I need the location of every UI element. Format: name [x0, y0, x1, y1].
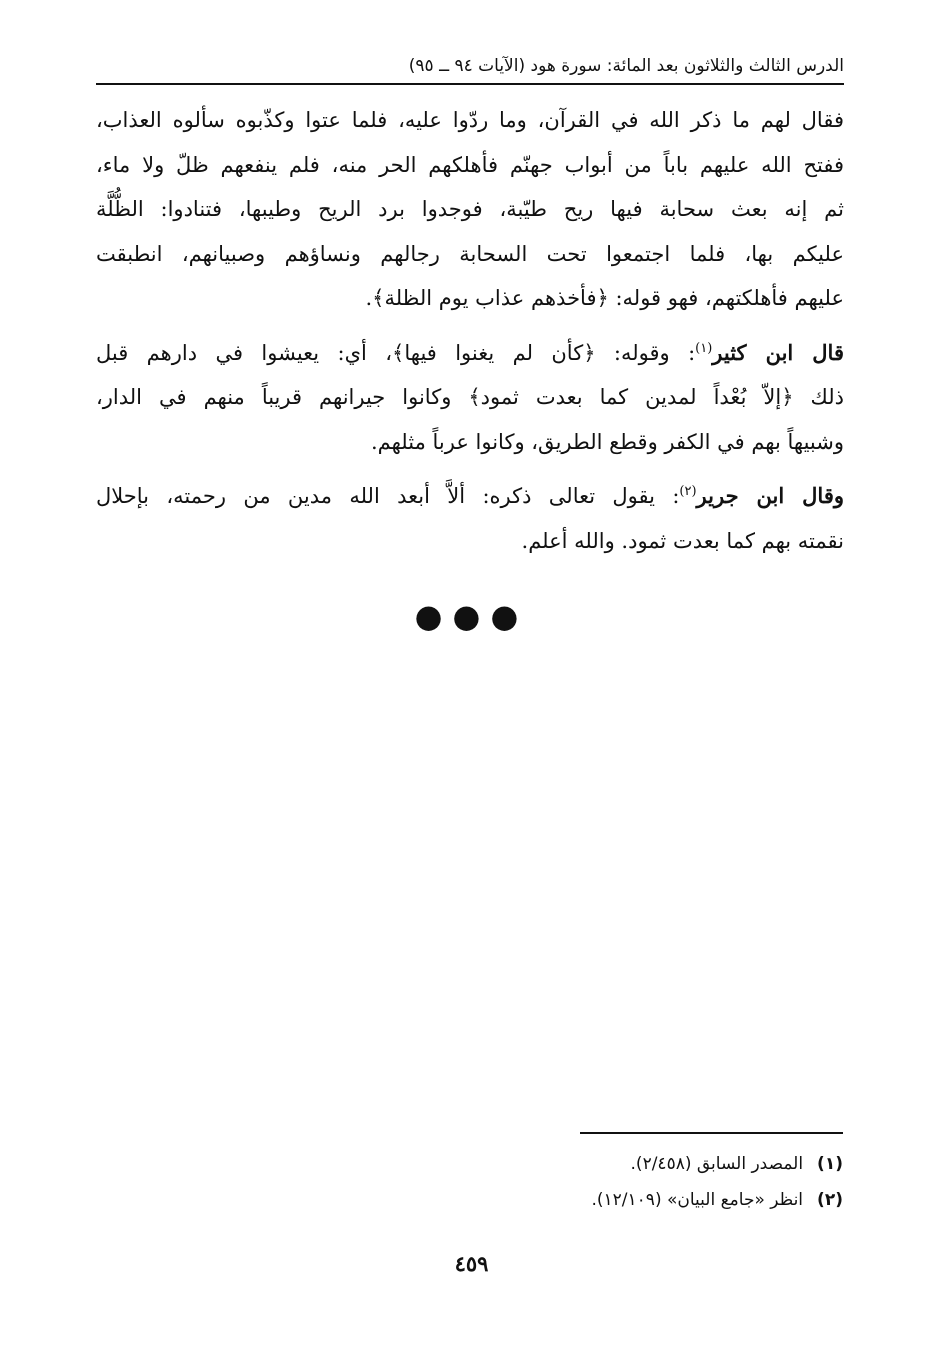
- paragraph-3: [96, 474, 844, 563]
- text-segment: : يقول تعالى ذكره: ألاَّ أبعد الله مدين من رحمته، بإحلال: [96, 484, 680, 508]
- footnote-text: المصدر السابق (٢/٤٥٨).: [630, 1154, 804, 1174]
- footnote-item: [300, 1146, 843, 1182]
- body-text: [96, 98, 844, 573]
- text-line: فقال لهم ما ذكر الله في القرآن، وما ردّوا عليه، فلما عتوا وكذّبوه سألوه العذاب،: [96, 108, 844, 132]
- speaker-name: قال ابن كثير: [712, 339, 844, 365]
- text-line: ففتح الله عليهم باباً من أبواب جهنّم فأهلكهم الحر منه، فلم ينفعهم ظلّ ولا ماء،: [96, 152, 844, 177]
- paragraph-1: [96, 98, 844, 321]
- text-line: عليهم فأهلكتهم، فهو قوله: ﴿فأخذهم عذاب يوم الظلة﴾.: [365, 286, 844, 310]
- text-line: وشبيهاً بهم في الكفر وقطع الطريق، وكانوا عرباً مثلهم.: [370, 429, 844, 454]
- paragraph-2: [96, 331, 844, 465]
- running-header: الدرس الثالث والثلاثون بعد المائة: سورة هود (الآيات ٩٤ ــ ٩٥): [408, 56, 844, 76]
- text-line: عليكم بها، فلما اجتمعوا تحت السحابة رجالهم ونساؤهم وصبيانهم، انطبقت: [96, 241, 844, 266]
- speaker-name: وقال ابن جرير: [696, 483, 844, 508]
- footnote-reference: (١): [695, 340, 713, 356]
- footnotes: [300, 1146, 843, 1218]
- header-rule: [96, 83, 844, 85]
- footnote-rule: [580, 1132, 843, 1134]
- section-divider-dots: ●●●: [414, 597, 529, 635]
- text-line: [96, 331, 844, 376]
- text-line: [96, 474, 844, 519]
- footnote-item: [300, 1182, 843, 1218]
- text-line: ذلك ﴿إلاّ بُعْداً لمدين كما بعدت ثمود﴾ وكانوا جيرانهم قريباً منهم في الدار،: [96, 385, 844, 409]
- page-number: ٤٥٩: [454, 1251, 489, 1276]
- text-line: نقمته بهم كما بعدت ثمود. والله أعلم.: [521, 528, 844, 553]
- text-line: ثم إنه بعث سحابة فيها ريح طيّبة، فوجدوا برد الريح وطيبها، فتنادوا: الظُّلَّة: [96, 197, 844, 221]
- footnote-number: (١): [817, 1154, 843, 1174]
- footnote-number: (٢): [817, 1190, 843, 1210]
- footnote-text: انظر «جامع البيان» (١٢/١٠٩).: [591, 1190, 804, 1210]
- footnote-reference: (٢): [679, 484, 697, 499]
- text-segment: : وقوله: ﴿كأن لم يغنوا فيها﴾، أي: يعيشوا في دارهم قبل: [96, 340, 696, 365]
